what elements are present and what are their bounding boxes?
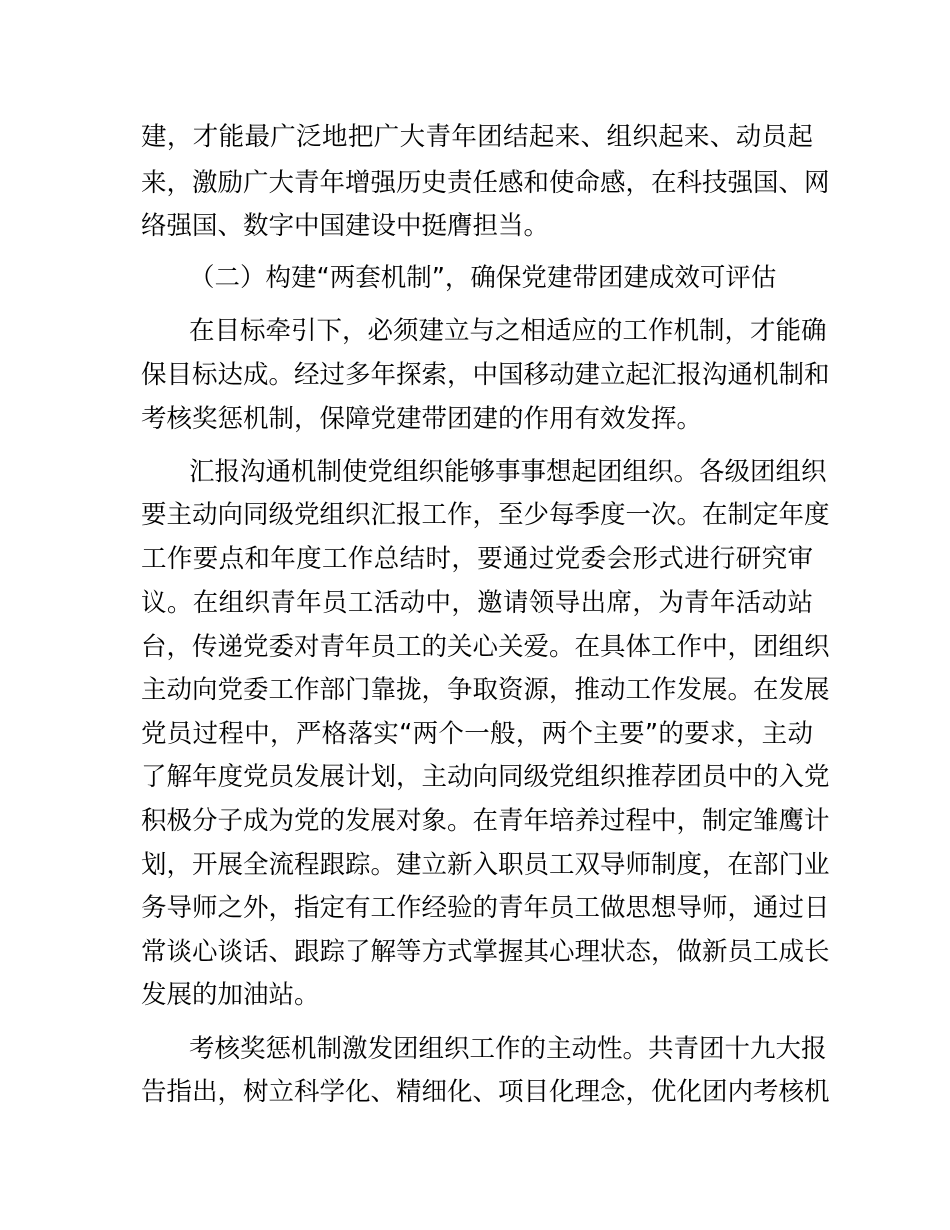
section-heading: （二）构建“两套机制”，确保党建带团建成效可评估 [189,263,777,293]
paragraph-line: 议。在组织青年员工活动中，邀请领导出席，为青年活动站 [141,588,813,618]
paragraph-line: 工作要点和年度工作总结时，要通过党委会形式进行研究审 [141,544,813,574]
paragraph-line: 划，开展全流程跟踪。建立新入职员工双导师制度，在部门业 [141,850,830,880]
paragraph-line: 党员过程中，严格落实“两个一般，两个主要”的要求，主动 [141,719,813,749]
paragraph-line: 要主动向同级党组织汇报工作，至少每季度一次。在制定年度 [141,500,830,530]
paragraph-line: 了解年度党员发展计划，主动向同级党组织推荐团员中的入党 [141,762,830,792]
paragraph-line: 常谈心谈话、跟踪了解等方式掌握其心理状态，做新员工成长 [141,937,830,967]
paragraph-line: 络强国、数字中国建设中挺膺担当。 [141,211,550,241]
paragraph-line: 发展的加油站。 [141,980,320,1010]
paragraph-line: 保目标达成。经过多年探索，中国移动建立起汇报沟通机制和 [141,360,830,390]
paragraph-line: 主动向党委工作部门靠拢，争取资源，推动工作发展。在发展 [141,675,830,705]
paragraph-line: 来，激励广大青年增强历史责任感和使命感，在科技强国、网 [141,168,830,198]
paragraph-line: 告指出，树立科学化、精细化、项目化理念，优化团内考核机 [141,1077,830,1107]
paragraph-line: 台，传递党委对青年员工的关心关爱。在具体工作中，团组织 [141,632,830,662]
paragraph-line: 汇报沟通机制使党组织能够事事想起团组织。各级团组织 [189,457,827,487]
paragraph-line: 在目标牵引下，必须建立与之相适应的工作机制，才能确 [189,316,827,346]
paragraph-line: 建，才能最广泛地把广大青年团结起来、组织起来、动员起 [141,122,813,152]
paragraph-line: 务导师之外，指定有工作经验的青年员工做思想导师，通过日 [141,893,830,923]
paragraph-line: 考核奖惩机制激发团组织工作的主动性。共青团十九大报 [189,1034,827,1064]
paragraph-line: 积极分子成为党的发展对象。在青年培养过程中，制定雏鹰计 [141,806,830,836]
paragraph-line: 考核奖惩机制，保障党建带团建的作用有效发挥。 [141,404,703,434]
